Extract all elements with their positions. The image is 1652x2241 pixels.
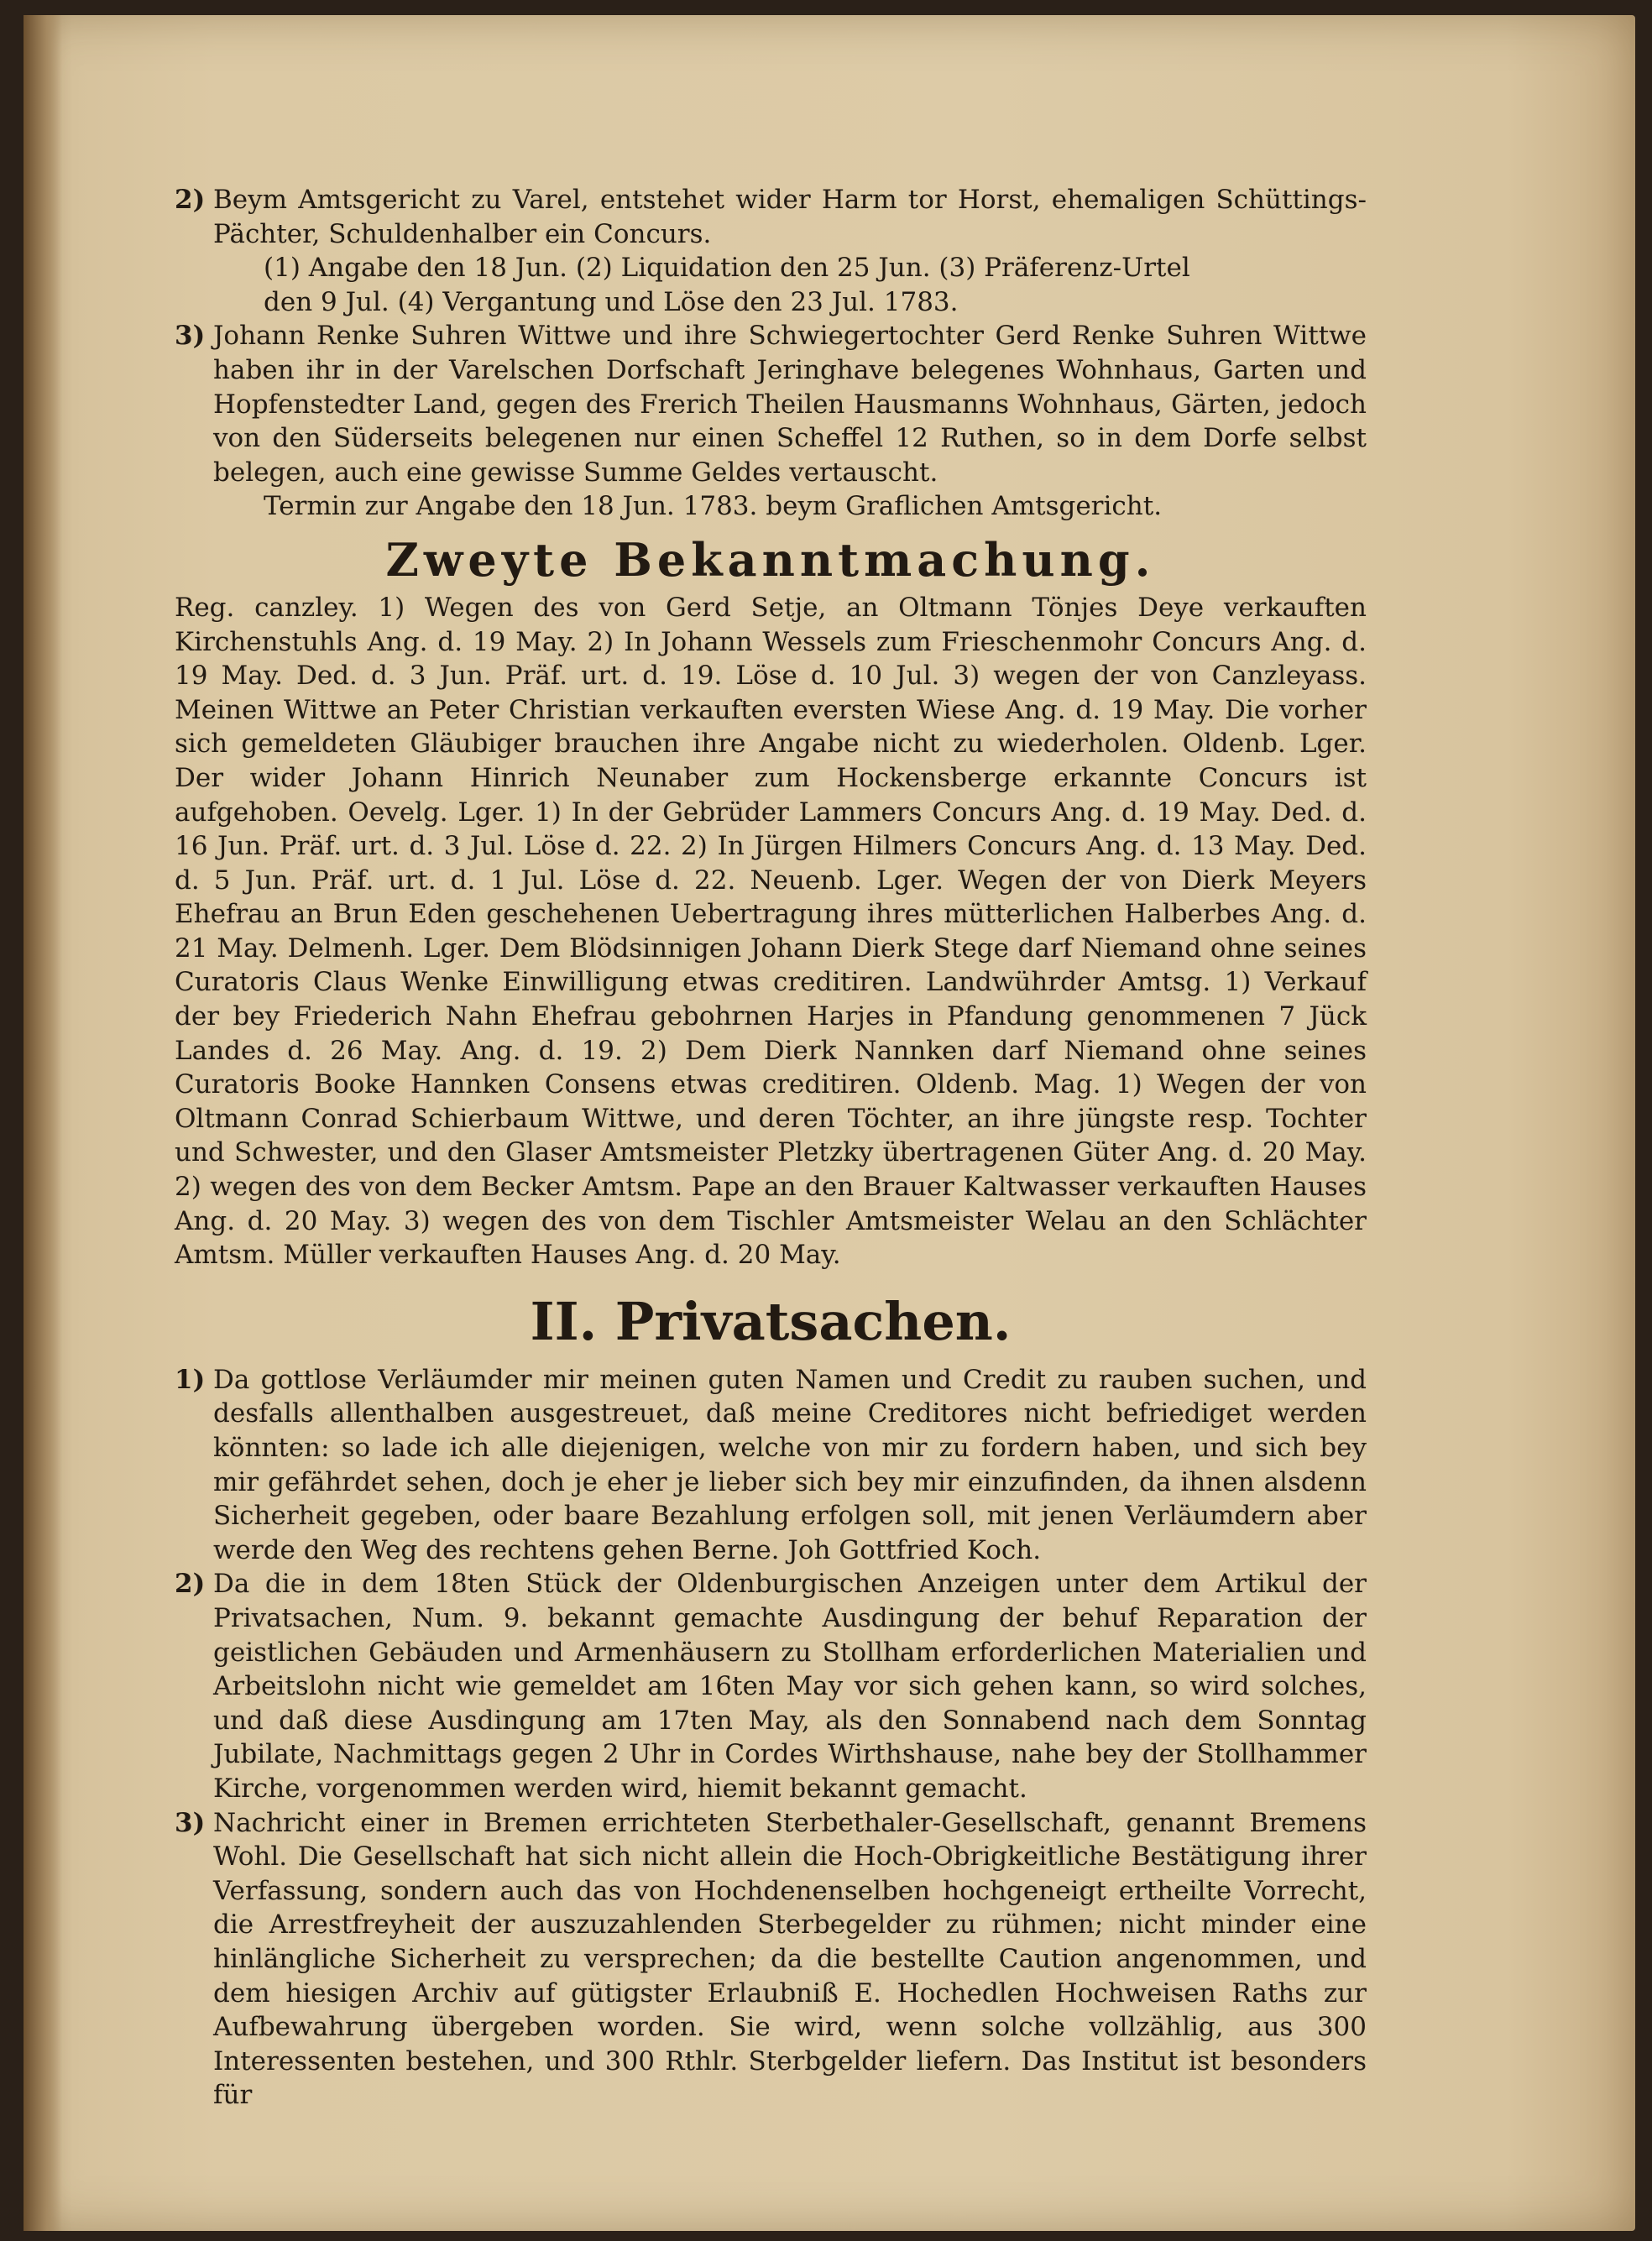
notice-3 bbox=[175, 319, 1367, 524]
notice-dates-line: den 9 Jul. (4) Vergantung und Löse den 23 Jul. 1783. bbox=[264, 286, 959, 317]
item-text: Nachricht einer in Bremen errichteten Sterbethaler-Gesellschaft, genannt Bremens Wohl. Die Gesellschaft hat sich nicht allein die Hoch-Obrigkeitliche Bestätigung ihrer Verfassung, sondern auch das von Hochdenenselben hochgeneigt ertheilte Vorrecht, die Arrestfreyheit der auszuzahlenden Sterbegelder zu rühmen; nicht minder eine hinlängliche Sicherheit zu versprechen; da die bestellte Caution angenommen, und dem hiesigen Archiv auf gütigster Erlaubniß E. Hochedlen Hochweisen Raths zur Aufbewahrung übergeben worden. Sie wird, wenn solche vollzählig, aus 300 Interessenten bestehen, und 300 Rthlr. Sterbgelder liefern. Das Institut ist besonders für bbox=[213, 1807, 1367, 2111]
privat-item-3 bbox=[175, 1806, 1367, 2113]
section-heading-privatsachen: II. Privatsachen. bbox=[530, 1290, 1012, 1352]
notice-dates-line: (1) Angabe den 18 Jun. (2) Liquidation den 25 Jun. (3) Präferenz-Urtel bbox=[264, 253, 1190, 284]
notice-2 bbox=[175, 183, 1367, 319]
notice-text: Beym Amtsgericht zu Varel, entstehet wider Harm tor Horst, ehemaligen Schüttings-Pächter, Schuldenhalber ein Concurs. bbox=[213, 185, 1367, 249]
notice-number: 2) bbox=[175, 185, 206, 215]
section-heading-zweyte: Zweyte Bekanntmachung. bbox=[385, 532, 1156, 587]
book-spine bbox=[24, 15, 62, 2231]
item-number: 2) bbox=[175, 1569, 206, 1600]
notice-termin: Termin zur Angabe den 18 Jun. 1783. beym Graflichen Amtsgericht. bbox=[264, 491, 1163, 522]
privat-item-2 bbox=[175, 1567, 1367, 1805]
page-content bbox=[175, 183, 1367, 2113]
item-text: Da die in dem 18ten Stück der Oldenburgischen Anzeigen unter dem Artikul der Privatsachen, Num. 9. bekannt gemachte Ausdingung der behuf Reparation der geistlichen Gebäuden und Armenhäusern zu Stollham erforderlichen Materialien und Arbeitslohn nicht wie gemeldet am 16ten May vor sich gehen kann, so wird solches, und daß diese Ausdingung am 17ten May, als den Sonnabend nach dem Sonntag Jubilate, Nachmittags gegen 2 Uhr in Cordes Wirthshause, nahe bey der Stollhammer Kirche, vorgenommen werden wird, hiemit bekannt gemacht. bbox=[213, 1569, 1367, 1804]
privat-item-1 bbox=[175, 1363, 1367, 1568]
newspaper-page bbox=[24, 15, 1635, 2231]
bekanntmachung-text: Reg. canzley. 1) Wegen des von Gerd Setje, an Oltmann Tönjes Deye verkauften Kirchenstuhls Ang. d. 19 May. 2) In Johann Wessels zum Frieschenmohr Concurs Ang. d. 19 May. Ded. d. 3 Jun. Präf. urt. d. 19. Löse d. 10 Jul. 3) wegen der von Canzleyass. Meinen Wittwe an Peter Christian verkauften eversten Wiese Ang. d. 19 May. Die vorher sich gemeldeten Gläubiger brauchen ihre Angabe nicht zu wiederholen. Oldenb. Lger. Der wider Johann Hinrich Neunaber zum Hockensberge erkannte Concurs ist aufgehoben. Oevelg. Lger. 1) In der Gebrüder Lammers Concurs Ang. d. 19 May. Ded. d. 16 Jun. Präf. urt. d. 3 Jul. Löse d. 22. 2) In Jürgen Hilmers Concurs Ang. d. 13 May. Ded. d. 5 Jun. Präf. urt. d. 1 Jul. Löse d. 22. Neuenb. Lger. Wegen der von Dierk Meyers Ehefrau an Brun Eden geschehenen Uebertragung ihres mütterlichen Halberbes Ang. d. 21 May. Delmenh. Lger. Dem Blödsinnigen Johann Dierk Stege darf Niemand ohne seines Curatoris Claus Wenke Einwilligung etwas creditiren. Landwührder Amtsg. 1) Verkauf der bey Friederich Nahn Ehefrau gebohrnen Harjes in Pfandung genommenen 7 Jück Landes d. 26 May. Ang. d. 19. 2) Dem Dierk Nannken darf Niemand ohne seines Curatoris Booke Hannken Consens etwas creditiren. Oldenb. Mag. 1) Wegen der von Oltmann Conrad Schierbaum Wittwe, und deren Töchter, an ihre jüngste resp. Tochter und Schwester, und den Glaser Amtsmeister Pletzky übertragenen Güter Ang. d. 20 May. 2) wegen des von dem Becker Amtsm. Pape an den Brauer Kaltwasser verkauften Hauses Ang. d. 20 May. 3) wegen des von dem Tischler Amtsmeister Welau an den Schlächter Amtsm. Müller verkauften Hauses Ang. d. 20 May. bbox=[175, 592, 1367, 1271]
item-number: 3) bbox=[175, 1807, 206, 1838]
item-number: 1) bbox=[175, 1364, 206, 1395]
notice-text: Johann Renke Suhren Wittwe und ihre Schwiegertochter Gerd Renke Suhren Wittwe haben ihr in der Varelschen Dorfschaft Jeringhave belegenes Wohnhaus, Garten und Hopfenstedter Land, gegen des Frerich Theilen Hausmanns Wohnhaus, Gärten, jedoch von den Süderseits belegenen nur einen Scheffel 12 Ruthen, so in dem Dorfe selbst belegen, auch eine gewisse Summe Geldes vertauscht. bbox=[213, 321, 1367, 488]
notice-number: 3) bbox=[175, 321, 206, 352]
item-text: Da gottlose Verläumder mir meinen guten Namen und Credit zu rauben suchen, und desfalls allenthalben ausgestreuet, daß meine Creditores nicht befriediget werden könnten: so lade ich alle diejenigen, welche von mir zu fordern haben, und sich bey mir gefährdet sehen, doch je eher je lieber sich bey mir einzufinden, da ihnen alsdenn Sicherheit gegeben, oder baare Bezahlung erfolgen soll, mit jenen Verläumdern aber werde den Weg des rechtens gehen Berne. Joh Gottfried Koch. bbox=[213, 1364, 1367, 1565]
